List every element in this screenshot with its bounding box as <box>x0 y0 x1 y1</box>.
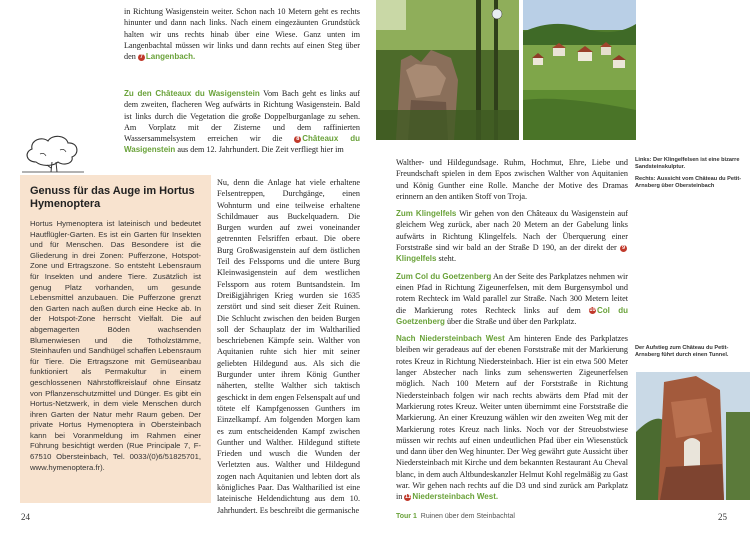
tree-illustration-icon <box>22 132 84 174</box>
waypoint-marker-icon: 10 <box>589 307 596 314</box>
section-heading: Zum Klingelfels <box>396 209 457 219</box>
photo-obersteinbach-view <box>523 0 636 140</box>
waypoint-wasigenstein: Châteaux du Wasigenstein <box>124 134 361 155</box>
waypoint-niedersteinbach: Niedersteinbach West. <box>412 492 499 502</box>
left-col1-top: in Richtung Wasigenstein weiter. Schon nach 10 Metern geht es rechts hinunter und dann nach links. Nach einem eingezäunten Grundstück halten wir uns rechts hinab über eine Wiese. Ganz unten im Langenbachtal müssen wir links und dann rechts auf einen Steg über den 7 Langenbach. <box>124 7 360 62</box>
caption-left-photo: Links: Der Klingelfelsen ist eine bizarre Sandsteinskulptur. <box>635 157 740 171</box>
caption-tunnel-photo: Der Aufstieg zum Château du Petit-Arnsberg führt durch einen Tunnel. <box>635 345 729 359</box>
right-col3-text: Walther- und Hildegundsage. Ruhm, Hochmut, Ehre, Liebe und Freundschaft spielen in dem Epos zwischen Walther von Aquitanien und König Gunther eine Rolle. Manche der Motive des Dramas erinnern an den antiken Stoff von Troja. Zum Klingelfels Wir gehen von den Châteaux du Wasigenstein auf gleichem Weg zurück, aber nach 20 Metern an der Gabelung links aufwärts in Richtung Klingelfels. Nach der Überquerung einer Forststraße sind wir bald an der Straße D 190, an der direkt der 9Klingelfels steht. Zum Col du Goetzenberg An der Seite des Parkplatzes nehmen wir einen Pfad in Richtung Zigeunerfelsen, mit dem Burgensymbol und rotem Rechteck im Wald parallel zur Straße. Nach 300 Metern leitet die Markierung rotes Rechteck links auf dem 10Col du Goetzenberg über die Straße und über den Parkplatz. Nach Niedersteinbach West Am hinteren Ende des Parkplatzes bleiben wir geradeaus auf der ebenen Forststraße mit der Markierung rotes Kreuz in Richtung Niedersteinbach. Hier ist ein etwa 500 Meter langer Abstecher nach links zum sehenswerten Zigeunerfelsen möglich. Nach 100 Metern auf der Forststraße in Richtung Niedersteinbach folgen wir nach rechts abwärts dem Pfad mit der Markierung rotes Kreuz. Weiter unten übernimmt eine Forststraße die Markierung. An einer Kreuzung wählen wir den zweiten Weg mit der Markierung rotes Kreuz nach links. Noch vor der Streuobstwiese müssen wir rechts auf einen undeutlichen Pfad über ein Wiesenstück und dann über den Weg hinunter. Der Weg gewährt gute Aussicht über Niedersteinbach mit Kirche und dem bekannten Restaurant Au Cheval blanc, in dem auch Altbundeskanzler Helmut Kohl regelmäßig zu Gast war. Wir gehen nach rechts auf die D3 und sind zurück am Parkplatz in 11 Niedersteinbach West. <box>396 158 629 502</box>
section-heading: Zum Col du Goetzenberg <box>396 271 492 281</box>
waypoint-goetzenberg: Col du Goetzenberg <box>396 305 628 326</box>
left-col2-text: Nu, denn die Anlage hat viele erhaltene Felsentreppen, Durchgänge, einen Wohnturm und eine teilweise erhaltene Schildmauer aus Buckelquadern. Die Burgen wurden auf zwei voneinander getrennten Felsriffen erbaut. Die obere Burg Großwasigenstein auf dem östlichen Teil des Felssporns und die untere Burg Kleinwasigenstein auf dem westlichen Felssporn aus rotem Buntsandstein. Im Dreißigjährigen Krieg wurden sie 1635 zerstört und sind seit dieser Zeit Ruinen. Die Schlucht zwischen den beiden Burgen soll der Schauplatz der im Waltharilied beschriebenen Kämpfe sein. Walther von Aquitanien ruhte sich hier mit seiner geliebten Hildegund aus. Als sich die Burgunder unter ihrem König Gunther näherten, stellte Walther sich taktisch geschickt in dem engen Felsenspalt auf und tötete elf Kampfgenossen Gunthers im Einzelkampf. Am folgenden Morgen kam es zum entscheidenden Kampf zwischen Gunther und Walther. Hildegund stiftete Frieden und wusch die Wunden der Verletzten aus. Walther und Hildegund zogen nach Aquitanien und lebten dort als königliches Paar. Das Waltharilied ist eine lateinische Heldendichtung aus dem 10. Jahrhundert. Es beschreibt die germanische <box>217 178 360 515</box>
photo-klingelfels <box>376 0 519 140</box>
info-box <box>20 175 211 503</box>
waypoint-marker-icon: 11 <box>405 493 411 500</box>
info-box-text: Hortus Hymenoptera ist lateinisch und bedeutet Hautflügler-Garten. Es ist ein Garten für Insekten und für Menschen. Das Besondere ist die Gliederung in drei Zonen: Pufferzone, Hotspot-Zone und Ertragszone. So entsteht Lebensraum für Insekten und andere Tiere. Zusätzlich ist genug Platz vorhanden, um gesunde Lebensmittel anzubauen. Die Pufferzone grenzt den Garten nach außen durch eine Hecke ab. In der Hotspot-Zone herrscht Vielfalt. Die auf abgemagerten Böden wachsenden Blumenwiesen und die Totholzstämme, Steinhaufen und Sandhügel schaffen Lebensraum für Tiere. Die Ertragszone mit Gemüseanbau funktioniert als Permakultur in einem geschlossenen Nährstoffkreislauf ohne Einsatz von Pflanzenschutzmittel und Dünger. Es gibt ein Hortus-Netzwerk, in dem viele Menschen durch ihren Garten der Natur mehr Raum geben. Der private Hortus Hymenoptera in Obersteinbach kann bei Voranmeldung im Rahmen einer Führung besichtigt werden (Rue Principale 7, F-67510 Obersteinbach, Tel. 0033/(0)6/51825701, www.hymenoptera.fr). <box>30 219 201 472</box>
waypoint-marker-icon: 7 <box>139 53 143 60</box>
waypoint-klingelfels: Klingelfels <box>396 254 437 264</box>
footer-tour: Tour 1 Ruinen über dem Steinbachtal <box>396 513 515 520</box>
section-heading: Nach Niedersteinbach West <box>396 334 505 344</box>
left-section: Zu den Châteaux du Wasigenstein Vom Bach geht es links auf dem zweiten, flacheren Weg aufwärts in Richtung Wasigenstein. Bald ist links durch die Vegetation die große Doppelburganlage zu sehen. Am Vorplatz mit der Zisterne und dem raffinierten Wassersammelsystem erreichen wir die 8 Châteaux du Wasigenstein aus dem 12. Jahrhundert. Die Zeit verfliegt hier im <box>124 89 361 155</box>
photo-tunnel <box>636 372 750 500</box>
page-number-left: 24 <box>21 512 30 522</box>
info-box-title: Genuss für das Auge im Hortus Hymenoptera <box>30 185 195 210</box>
waypoint-marker-icon: 8 <box>296 135 300 142</box>
waypoint-langenbach: Langenbach. <box>145 52 196 62</box>
page-number-right: 25 <box>718 512 727 522</box>
waypoint-marker-icon: 9 <box>621 244 626 251</box>
section-heading: Zu den Châteaux du Wasigenstein <box>124 89 260 98</box>
caption-right-photo: Rechts: Aussicht vom Château du Petit-Arnsberg über Obersteinbach <box>635 176 742 190</box>
